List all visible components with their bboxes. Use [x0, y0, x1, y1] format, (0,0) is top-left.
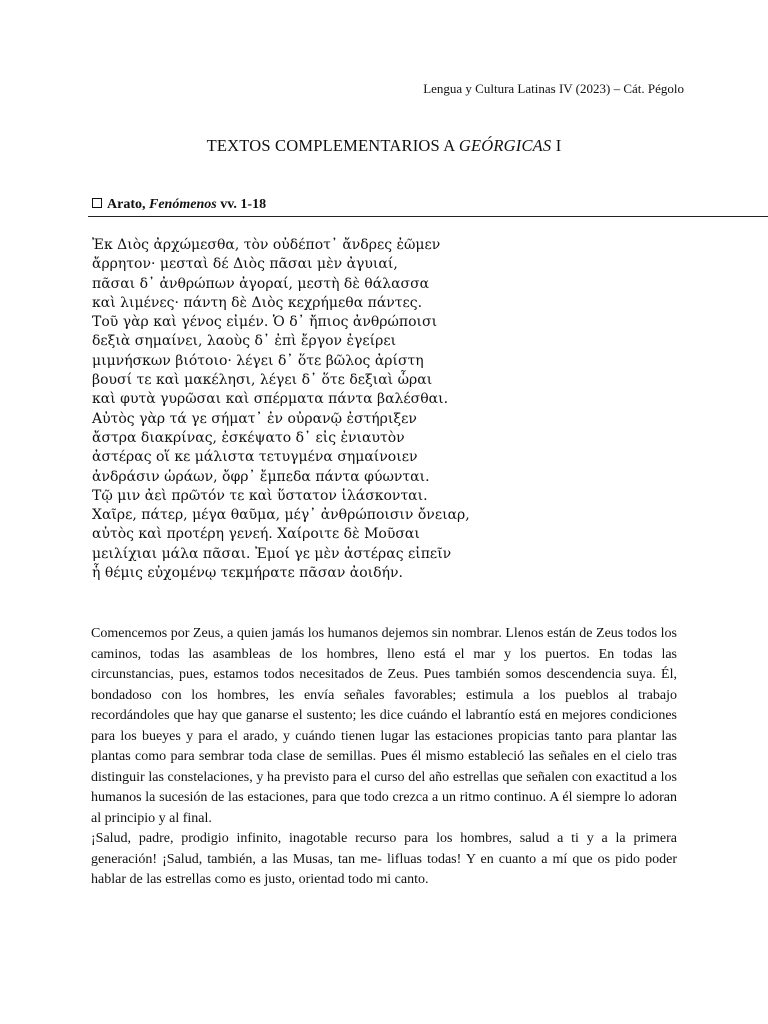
translation-paragraph: ¡Salud, padre, prodigio infinito, inagotable recurso para los hombres, salud a ti y a la primera generación! ¡Salud, también, a las Musas, tan me- lifluas todas! Y en cuanto a mí que os pido poder hablar de las estrellas como es justo, orientad todo mi canto. [91, 831, 677, 887]
section-divider [88, 216, 768, 217]
greek-verse-line: ἧ θέμις εὐχομένῳ τεκμήρατε πᾶσαν ἀοιδήν. [92, 565, 403, 582]
greek-verse-line: δεξιὰ σημαίνει, λαοὺς δ᾽ ἐπὶ ἔργον ἐγείρει [92, 333, 397, 350]
section-heading [92, 197, 266, 213]
section-author: Arato, [107, 197, 149, 212]
greek-verse-line: ἀστέρας οἵ κε μάλιστα τετυγμένα σημαίνοιεν [92, 449, 418, 466]
greek-text [92, 236, 470, 583]
section-verses: vv. 1-18 [216, 197, 267, 212]
greek-verse-line: Τοῦ γὰρ καὶ γένος εἰμέν. Ὁ δ᾽ ἤπιος ἀνθρώποισι [92, 314, 438, 331]
greek-verse-line: Ἐκ Διὸς ἀρχώμεσθα, τὸν οὐδέποτ᾽ ἄνδρες ἐῶμεν [92, 237, 441, 253]
course-header: Lengua y Cultura Latinas IV (2023) – Cát. Pégolo [423, 81, 684, 96]
greek-verse-line: πᾶσαι δ᾽ ἀνθρώπων ἀγοραί, μεστὴ δὲ θάλασσα [92, 275, 430, 292]
document-title [0, 136, 768, 156]
square-bullet-icon [92, 198, 102, 208]
greek-verse-line: Αὐτὸς γὰρ τά γε σήματ᾽ ἐν οὐρανῷ ἐστήριξεν [92, 410, 417, 427]
spanish-translation [91, 624, 677, 891]
greek-verse-line: καὶ φυτὰ γυρῶσαι καὶ σπέρματα πάντα βαλέσθαι. [92, 391, 449, 408]
greek-verse-line: βουσί τε καὶ μακέλησι, λέγει δ᾽ ὅτε δεξιαὶ ὧραι [92, 372, 433, 389]
greek-verse-line: Τῷ μιν ἀεὶ πρῶτόν τε καὶ ὕστατον ἱλάσκονται. [92, 487, 428, 504]
greek-verse-line: Χαῖρε, πάτερ, μέγα θαῦμα, μέγ᾽ ἀνθρώποισιν ὄνειαρ, [92, 507, 470, 524]
title-prefix: TEXTOS COMPLEMENTARIOS A [206, 136, 459, 155]
greek-verse-line: ἄστρα διακρίνας, ἐσκέψατο δ᾽ εἰς ἐνιαυτὸν [92, 429, 405, 446]
greek-verse-line: αὐτὸς καὶ προτέρη γενεή. Χαίροιτε δὲ Μοῦσαι [92, 526, 420, 543]
greek-verse-line: μιμνήσκων βιότοιο· λέγει δ᾽ ὅτε βῶλος ἀρίστη [92, 352, 424, 369]
greek-verse-line: ἀνδράσιν ὡράων, ὄφρ᾽ ἔμπεδα πάντα φύωνται. [92, 468, 430, 485]
title-italic: GEÓRGICAS [458, 136, 552, 155]
section-work: Fenómenos [149, 197, 217, 212]
title-suffix: I [551, 136, 562, 155]
greek-verse-line: ἄρρητον· μεσταὶ δέ Διὸς πᾶσαι μὲν ἀγυιαί, [92, 256, 398, 273]
greek-verse-line: μειλίχιαι μάλα πᾶσαι. Ἐμοί γε μὲν ἀστέρας εἰπεῖν [92, 545, 452, 562]
translation-paragraph: Comencemos por Zeus, a quien jamás los humanos dejemos sin nombrar. Llenos están de Zeus todos los caminos, todas las asambleas de los hombres, lleno está el mar y los puertos. En todas las circunstancias, pues, estamos todos necesitados de Zeus. Pues también somos descendencia suya. Él, bondadoso con los hombres, les envía señales favorables; estimula a los pueblos al trabajo recordándoles que hay que ganarse el sustento; les dice cuándo el labrantío está en mejores condiciones para los bueyes y para el arado, y cuándo tienen lugar las estaciones propicias tanto para plantar las plantas como para sembrar toda clase de semillas. Pues él mismo estableció las señales en el cielo tras distinguir las constelaciones, y ha previsto para el curso del año estrellas que señalen con exactitud a los humanos la sucesión de las estaciones, para que todo crezca a un ritmo continuo. A él siempre lo adoran al principio y al final. [91, 626, 677, 826]
greek-verse-line: καὶ λιμένες· πάντη δὲ Διὸς κεχρήμεθα πάντες. [92, 294, 423, 311]
